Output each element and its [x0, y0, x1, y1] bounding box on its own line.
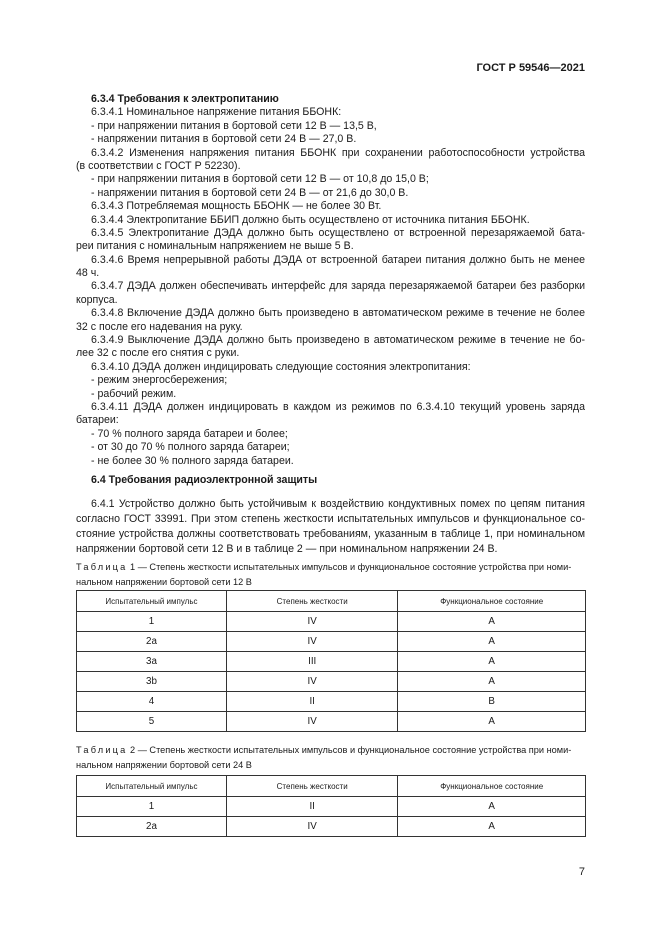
table-cell: A — [398, 817, 586, 837]
text-line: 6.3.4.9 Выключение ДЭДА должно быть произведено в автоматическом режиме в течение не бо- — [91, 334, 585, 347]
text-line: 6.3.4.5 Электропитание ДЭДА должно быть осуществлено от встроенной перезаряжаемой бата- — [91, 226, 585, 239]
column-header: Испытательный импульс — [77, 776, 227, 797]
text-line: - 70 % полного заряда батареи и более; — [91, 427, 288, 440]
table1-caption — [76, 560, 585, 590]
text-line: батареи: — [76, 414, 119, 427]
table-cell: 1 — [77, 797, 227, 817]
text-line: - напряжении питания в бортовой сети 24 В — 27,0 В. — [91, 133, 357, 146]
table-header-row — [77, 591, 586, 612]
caption-text: — Степень жесткости испытательных импульсов и функциональное состояние устройства при номи- — [137, 745, 572, 755]
table-cell: III — [226, 652, 397, 672]
table-number: 1 — [130, 562, 136, 572]
column-header: Функциональное состояние — [398, 591, 586, 612]
table-cell: 5 — [77, 712, 227, 732]
text-line: 6.3.4.7 ДЭДА должен обеспечивать интерфейс для заряда перезаряжаемой батареи без разборки — [91, 280, 585, 293]
table-number: 2 — [130, 745, 136, 755]
text-line: 6.3.4.4 Электропитание ББИП должно быть осуществлено от источника питания ББОНК. — [91, 213, 530, 226]
table-label: Таблица — [76, 745, 128, 755]
table-cell: A — [398, 712, 586, 732]
caption-text: — Степень жесткости испытательных импульсов и функциональное состояние устройства при номи- — [137, 562, 572, 572]
column-header: Испытательный импульс — [77, 591, 227, 612]
page-number: 7 — [578, 866, 585, 878]
table-row — [77, 632, 586, 652]
text-line: 6.3.4.10 ДЭДА должен индицировать следующие состояния электропитания: — [91, 360, 471, 373]
table-row — [77, 612, 586, 632]
table-row — [77, 672, 586, 692]
table-row — [77, 652, 586, 672]
table-cell: IV — [226, 632, 397, 652]
text-line: 6.3.4.8 Включение ДЭДА должно быть произведено в автоматическом режиме в течение не более — [91, 307, 585, 320]
table-cell: II — [226, 692, 397, 712]
table-cell: IV — [226, 672, 397, 692]
text-line: 6.3.4.2 Изменения напряжения питания ББОНК при сохранении работоспособности устройства — [91, 146, 585, 159]
table-1 — [76, 590, 586, 732]
table-label: Таблица — [76, 562, 128, 572]
text-line: 6.4.1 Устройство должно быть устойчивым к воздействию кондуктивных помех по цепям питания — [91, 498, 585, 511]
table-cell: A — [398, 797, 586, 817]
text-line: - напряжении питания в бортовой сети 24 В — от 21,6 до 30,0 В. — [91, 186, 409, 199]
column-header: Степень жесткости — [226, 591, 397, 612]
text-line: 32 с после его надевания на руку. — [76, 320, 243, 333]
text-line: согласно ГОСТ 33991. При этом степень жесткости испытательных импульсов и функциональное со- — [76, 513, 585, 526]
text-line: - при напряжении питания в бортовой сети 12 В — от 10,8 до 15,0 В; — [91, 173, 429, 186]
table-cell: B — [398, 692, 586, 712]
table-row — [77, 712, 586, 732]
text-line: 6.3.4.11 ДЭДА должен индицировать в каждом из режимов по 6.3.4.10 текущий уровень заряда — [91, 400, 585, 413]
section-heading: 6.3.4 Требования к электропитанию — [91, 93, 279, 105]
table-cell: A — [398, 632, 586, 652]
table-cell: 3a — [77, 652, 227, 672]
text-line: 6.3.4.6 Время непрерывной работы ДЭДА от встроенной батареи питания должно быть не менее — [91, 253, 585, 266]
caption-text: нальном напряжении бортовой сети 12 В — [76, 577, 252, 587]
text-line: 6.3.4.3 Потребляемая мощность ББОНК — не более 30 Вт. — [91, 200, 382, 213]
document-id-header: ГОСТ Р 59546—2021 — [476, 62, 585, 74]
table2-caption — [76, 743, 585, 773]
text-line: - от 30 до 70 % полного заряда батареи; — [91, 441, 290, 454]
table-row — [77, 817, 586, 837]
table-2 — [76, 775, 586, 837]
table-cell: IV — [226, 712, 397, 732]
section-heading: 6.4 Требования радиоэлектронной защиты — [91, 474, 318, 486]
table-cell: IV — [226, 817, 397, 837]
text-line: 48 ч. — [76, 267, 100, 280]
table-cell: IV — [226, 612, 397, 632]
text-line: (в соответствии с ГОСТ Р 52230). — [76, 159, 241, 172]
column-header: Функциональное состояние — [398, 776, 586, 797]
table-row — [77, 692, 586, 712]
table-cell: A — [398, 652, 586, 672]
text-line: лее 32 с после его снятия с руки. — [76, 347, 240, 360]
table-cell: II — [226, 797, 397, 817]
text-line: корпуса. — [76, 293, 118, 306]
table-cell: 1 — [77, 612, 227, 632]
table-cell: 2a — [77, 632, 227, 652]
text-line: напряжении бортовой сети 12 В и в таблице 2 — при номинальном напряжении 24 В. — [76, 543, 498, 556]
text-line: 6.3.4.1 Номинальное напряжение питания ББОНК: — [91, 106, 342, 119]
section-6-4 — [76, 474, 585, 557]
table-cell: 4 — [77, 692, 227, 712]
text-line: - рабочий режим. — [91, 387, 177, 400]
table-cell: A — [398, 672, 586, 692]
text-line: стояние устройства должны соответствовать требованиям, указанным в таблице 1, при номинальном — [76, 528, 585, 541]
table-header-row — [77, 776, 586, 797]
table-cell: A — [398, 612, 586, 632]
text-line: - режим энергосбережения; — [91, 374, 228, 387]
text-line: - не более 30 % полного заряда батареи. — [91, 454, 294, 467]
text-line: реи питания с номинальным напряжением не выше 5 В. — [76, 240, 354, 253]
text-line: - при напряжении питания в бортовой сети 12 В — 13,5 В, — [91, 119, 377, 132]
caption-text: нальном напряжении бортовой сети 24 В — [76, 760, 252, 770]
table-cell: 3b — [77, 672, 227, 692]
section-6-3-4 — [76, 93, 585, 468]
column-header: Степень жесткости — [226, 776, 397, 797]
table-cell: 2a — [77, 817, 227, 837]
table-row — [77, 797, 586, 817]
